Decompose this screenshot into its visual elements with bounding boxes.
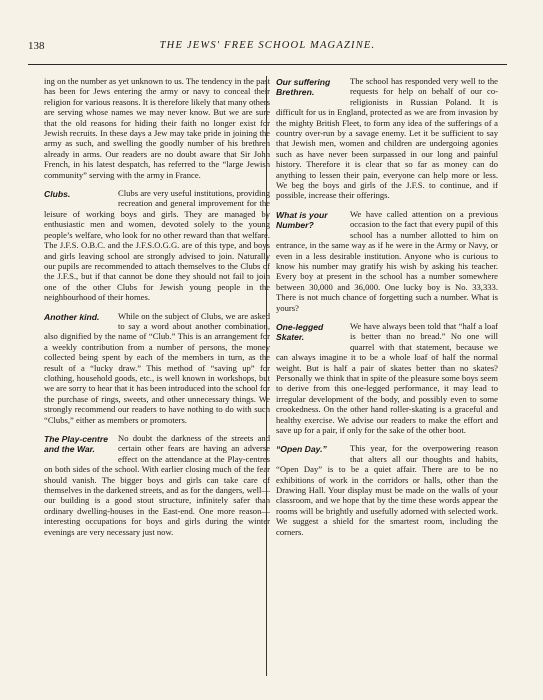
number-heading: What is your Number?: [276, 209, 328, 231]
header-rule: [28, 64, 507, 65]
section-skater: [276, 321, 498, 435]
clubs-heading: Clubs.: [44, 189, 71, 200]
suffering-heading: Our suffering Brethren.: [276, 77, 331, 98]
another-kind-heading: Another kind.: [44, 311, 100, 322]
another-kind-text: While on the subject of Clubs, we are asked to say a word about another combination, also dignified by the name of “Club.” This is an arrangement for a weekly contribution from a number of persons, the money collected being spent by each of the members in turn, as the result of a “lucky draw.” This method of “saving up” for clothing, household goods, etc., is well known in workshops, but we are sorry to hear that it has been introduced into the school for the purchase of rings, sweets, and other unnecessary things. We strongly recommend our readers to have nothing to do with such “Clubs,” either as members or promoters.: [44, 310, 270, 425]
right-column: [276, 76, 498, 540]
suffering-text: The school has responded very well to the requests for help on behalf of our co-religionists in Russian Poland. It is difficult for us in England, protected as we are from invasion by the mighty British Fleet, to form any idea of the sufferings of a country over-run by a savage enemy. Let it be sufficient to say that Jewish men, women and children are undergoing agonies such as have never been surpassed in our long and painful history. Therefore it is clear that so far as money can do anything to lessen their pain, everyone can help more or less. We beg the boys and girls of the J.F.S. to continue, and if possible, increase their offerings.: [276, 76, 498, 201]
open-day-text: This year, for the overpowering reason that alters all our thoughts and habits, “Open Day” is to be a quiet affair. There are to be no exhibitions of work in the corridors or halls, other than the Drawing Hall. Your display must be made on the walls of your classroom, and we hope that by the time these words appear the rooms will be brightly and usefully adorned with selected work. We suggest a shield for the smartest room, including the corners.: [276, 443, 498, 537]
magazine-title: THE JEWS' FREE SCHOOL MAGAZINE.: [159, 40, 376, 51]
section-number: [276, 209, 498, 313]
skater-text: We have always been told that “half a loaf is better than no bread.” No one will quarrel with that statement, because we can always imagine it to be a whole loaf of half the normal weight. But is half a pair of skates better than no skates? Personally we think that in spite of the pleasure some boys seem to derive from this one-legged performance, it may lead to irregular development of the body, and possibly even to some crookedness. On the other hand roller-skating is a graceful and healthy exercise. We advise our readers to make the effort and save up for a pair, if only for the sake of the other boot.: [276, 320, 498, 435]
section-play-centre: [44, 433, 270, 537]
skater-heading: One-legged Skater.: [276, 321, 324, 343]
open-day-heading: “Open Day.”: [276, 444, 327, 455]
page-header: [28, 40, 507, 60]
section-suffering: [276, 76, 498, 201]
section-open-day: [276, 443, 498, 537]
left-column: [44, 76, 270, 540]
section-clubs: [44, 188, 270, 302]
number-text: We have called attention on a previous occasion to the fact that every pupil of this school has a number allotted to him on entrance, in the same way as if he were in the Army or Navy, or even in a less desirable institution. Anyone who is curious to know his number may gratify his wish by asking his teacher. Every boy at present in the school has a number somewhere between 30,000 and 36,000. One lucky boy is No. 33,333. There is not much chance of forgetting such a number. What is yours?: [276, 208, 498, 313]
section-another-kind: [44, 311, 270, 425]
column-divider: [266, 76, 267, 676]
clubs-text: Clubs are very useful institutions, providing recreation and general improvement for the leisure of working boys and girls. They are managed by enthusiastic men and women, devoted solely to the young people’s welfare, who look for no other reward than that welfare. The J.F.S. O.B.C. and the J.F.S.O.G.G. are of this type, and boys and girls leaving school are strongly advised to join. Naturally our pupils are recommended to attach themselves to the Clubs of the J.F.S., but if that cannot be done they should not fail to join one of the other Clubs for Jewish young people in the neighbourhood of their homes.: [44, 188, 270, 303]
page-number: 138: [28, 40, 45, 52]
play-centre-heading: The Play-centre and the War.: [44, 434, 108, 455]
intro-paragraph: ing on the number as yet unknown to us. The tendency in the past has been for Jews entering the army or navy to conceal their religion for various reasons. It is therefore likely that many others are serving whose names we may never know. But we are sure that the old reasons for hiding their faith no longer exist for Jewish recruits. In these days a Jew may take pride in joining the army as such, and swelling the goodly number of his brethren already in arms. Our readers are no doubt aware that Sir John French, in his latest despatch, has referred to the “large Jewish community” serving with the army in France.: [44, 76, 270, 180]
play-centre-text: No doubt the darkness of the streets and certain other fears are having an adverse effect on the attendance at the Play-centres on both sides of the school. With earlier closing much of the fear should vanish. The bigger boys and girls can take care of themselves in the darkened streets, and as for the dangers, well—our building is a good stout structure, infinitely safer than ordinary dwelling-houses in the East-end. One more reason—interesting occupations for boys and girls during the winter evenings are very necessary just now.: [44, 433, 270, 537]
